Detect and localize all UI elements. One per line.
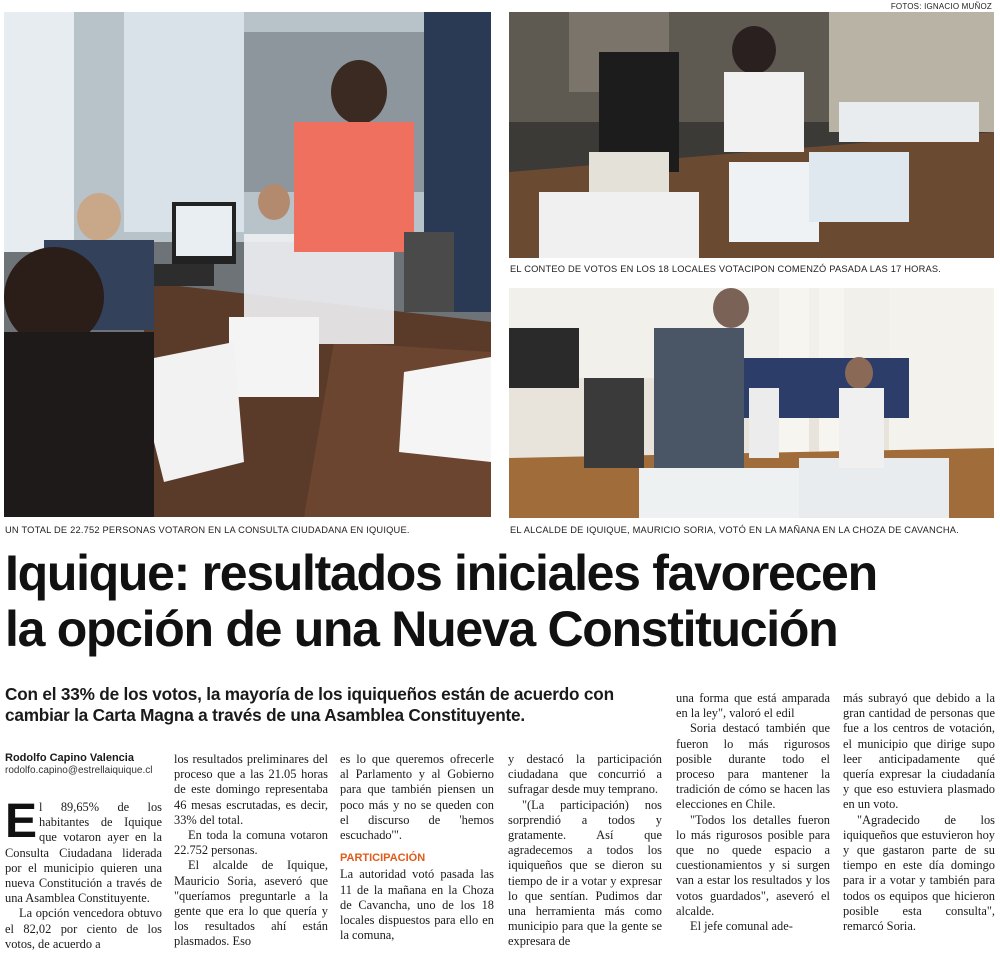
article-column-2 [174, 752, 328, 950]
paragraph: "Agradecido de los iquiqueños que estuvieron hoy y que gastaron parte de su tiempo en este día domingo para ir a votar y también para todos os equipos que hicieron posible esta consulta", remarcó Soria. [843, 812, 995, 934]
mayor-photo-caption: EL ALCALDE DE IQUIQUE, MAURICIO SORIA, VOTÓ EN LA MAÑANA EN LA CHOZA DE CAVANCHA. [510, 525, 959, 535]
paragraph: "Todos los detalles fueron lo más rigurosos posible para que no quede espacio a cuestionamientos y si surgen van a estar los resultados y los votos guardados", aseveró el alcalde. [676, 812, 830, 918]
main-photo [4, 12, 491, 517]
drop-cap: E [5, 795, 38, 848]
article-column-6 [843, 691, 995, 934]
headline-line-1: Iquique: resultados iniciales favorecen [5, 545, 877, 601]
paragraph: l 89,65% de los habitantes de Iquique que votaron ayer en la Consulta Ciudadana liderada por el municipio quieren una nueva Constitución a través de una Asamblea Constituyente. [5, 800, 162, 906]
headline-line-2: la opción de una Nueva Constitución [5, 601, 838, 657]
paragraph: Soria destacó también que fueron lo más rigurosos posible durante todo el proceso para mantener la tradición de cómo se hacen las elecciones en Chile. [676, 721, 830, 812]
paragraph: más subrayó que debido a la gran cantidad de personas que fue a los centros de votación, el municipio que dirige supo leer anticipadamente qué quería expresar la ciudadanía y que eso estuviera plasmado en un voto. [843, 691, 995, 812]
counting-photo-caption: EL CONTEO DE VOTOS EN LOS 18 LOCALES VOTACIPON COMENZÓ PASADA LAS 17 HORAS. [510, 264, 942, 274]
deck: Con el 33% de los votos, la mayoría de los iquiqueños están de acuerdo con cambiar la Carta Magna a través de una Asamblea Constituyente. [5, 684, 614, 725]
paragraph: La opción vencedora obtuvo el 82,02 por ciento de los votos, de acuerdo a [5, 906, 162, 951]
paragraph: El jefe comunal ade- [690, 919, 793, 934]
paragraph: "(La participación) nos sorprendió a todos y gratamente. Así que agradecemos a todos los iquiqueños que se dieron su tiempo de ir a votar y expresar lo que sentían. Pudimos dar una herramienta más como municipio para que la gente se expresara de [508, 797, 662, 949]
article-column-4 [508, 752, 662, 950]
paragraph: los resultados preliminares del proceso que a las 21.05 horas de este domingo representaba 46 mesas escrutadas, es decir, 33% del total. [174, 752, 328, 827]
paragraph: El alcalde de Iquique, Mauricio Soria, aseveró que "queríamos preguntarle a la gente que era lo que quería y los resultados ahí están plasmados. Eso [174, 858, 328, 949]
article-column-1 [5, 795, 162, 952]
paragraph: una forma que está amparada en la ley", valoró el edil [676, 691, 830, 721]
paragraph: En toda la comuna votaron 22.752 personas. [174, 828, 328, 858]
main-photo-caption: UN TOTAL DE 22.752 PERSONAS VOTARON EN LA CONSULTA CIUDADANA EN IQUIQUE. [5, 525, 410, 535]
counting-photo [509, 12, 994, 258]
photo-credit: FOTOS: IGNACIO MUÑOZ [890, 2, 992, 11]
section-subhead: PARTICIPACIÓN [340, 852, 426, 865]
paragraph: y destacó la participación ciudadana que concurrió a sufragar desde muy temprano. [508, 752, 662, 797]
byline-author: Rodolfo Capino Valencia [5, 752, 134, 764]
headline [5, 545, 995, 657]
article-column-3 [340, 752, 494, 943]
mayor-photo [509, 288, 994, 518]
paragraph: La autoridad votó pasada las 11 de la mañana en la Choza de Cavancha, uno de los 18 locales dispuestos para ello en la comuna, [340, 867, 494, 943]
paragraph: es lo que queremos ofrecerle al Parlamento y al Gobierno para que también piensen un poco más y no se queden con el discurso de 'hemos escuchado'". [340, 752, 494, 843]
byline-email[interactable]: rodolfo.capino@estrellaiquique.cl [5, 765, 153, 776]
article-column-5 [676, 691, 830, 934]
